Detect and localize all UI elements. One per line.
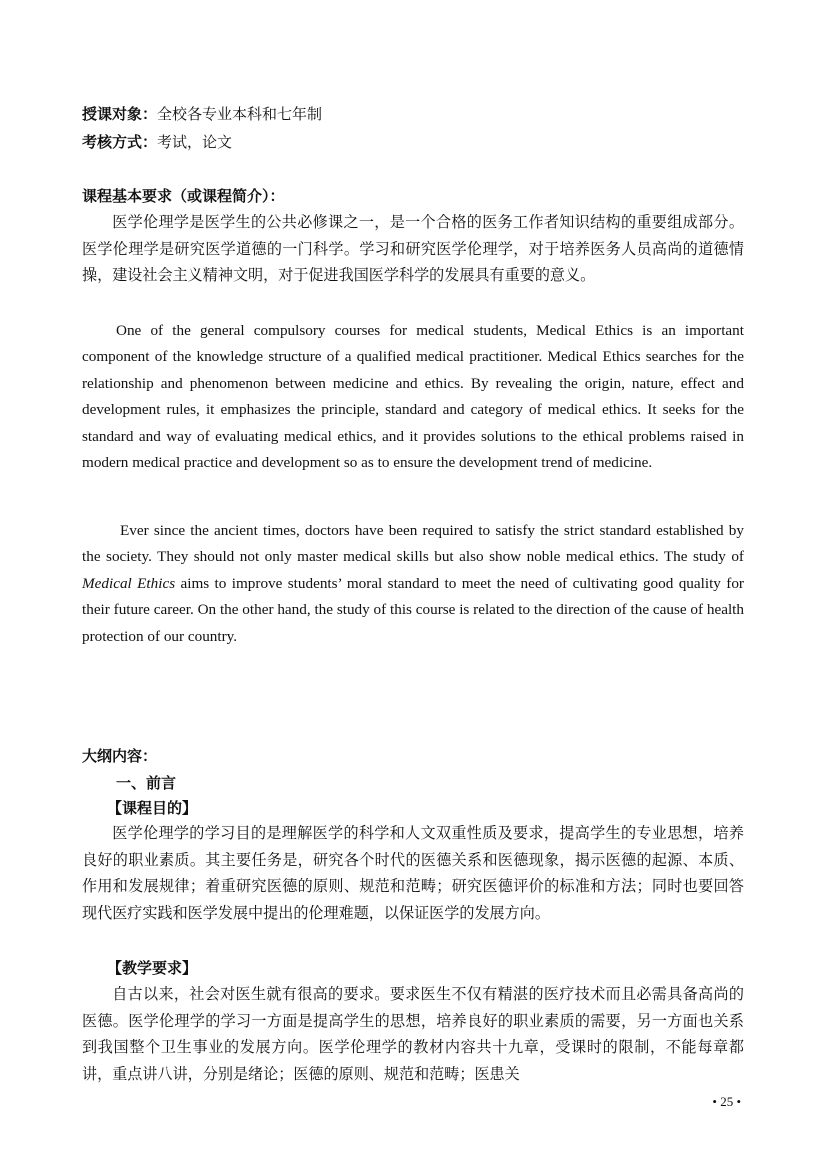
assessment-line — [82, 132, 232, 152]
intro-zh-paragraph: 医学伦理学是医学生的公共必修课之一，是一个合格的医务工作者知识结构的重要组成部分。医学伦理学是研究医学道德的一门科学。学习和研究医学伦理学，对于培养医务人员高尚的道德情操，建设社会主义精神文明，对于促进我国医学科学的发展具有重要的意义。 — [82, 213, 744, 285]
assessment-label: 考核方式： — [82, 133, 158, 151]
objective-paragraph: 医学伦理学的学习目的是理解医学的科学和人文双重性质及要求，提高学生的专业思想，培养良好的职业素质。其主要任务是，研究各个时代的医德关系和医德现象，揭示医德的起源、本质、作用和发展规律；着重研究医德的原则、规范和范畴；研究医德评价的标准和方法；同时也要回答现代医疗实践和医学发展中提出的伦理难题，以保证医学的发展方向。 — [82, 824, 744, 922]
intro-heading: 课程基本要求（或课程简介）： — [82, 187, 285, 205]
requirement-paragraph: 自古以来，社会对医生就有很高的要求。要求医生不仅有精湛的医疗技术而且必需具备高尚的医德。医学伦理学的学习一方面是提高学生的思想，培养良好的职业素质的需要，另一方面也关系到我国整个卫生事业的发展方向。医学伦理学的教材内容共十九章，受课时的限制，不能每章都讲，重点讲八讲，分别是绪论；医德的原则、规范和范畴；医患关 — [82, 985, 744, 1083]
audience-label: 授课对象： — [82, 105, 158, 123]
en-paragraph-2-title: Medical Ethics — [82, 574, 176, 592]
page-number: • 25 • — [712, 1094, 741, 1109]
objective-heading: 【课程目的】 — [107, 799, 198, 817]
intro-en-paragraph-1: One of the general compulsory courses for medical students, Medical Ethics is an important component of the knowledge structure of a qualified medical practitioner. Medical Ethics searches for the relationship and phenomenon between medicine and ethics. By revealing the origin, nature, effect and development rules, it emphasizes the principle, standard and category of medical ethics. It seeks for the standard and way of evaluating medical ethics, and it provides solutions to the ethical problems raised in modern medical practice and development so as to ensure the development trend of medicine. — [82, 322, 744, 472]
assessment-value: 考试，论文 — [157, 133, 233, 151]
audience-value: 全校各专业本科和七年制 — [157, 105, 323, 123]
intro-en-paragraph-2 — [82, 518, 744, 650]
en-paragraph-2-before: Ever since the ancient times, doctors have been required to satisfy the strict standard established by the society. They should not only master medical skills but also show noble medical ethics. The study of — [82, 522, 744, 566]
outline-heading: 大纲内容： — [82, 747, 158, 765]
audience-line — [82, 104, 322, 124]
section-title: 一、前言 — [116, 774, 177, 792]
en-paragraph-2-after: aims to improve students’ moral standard to meet the need of cultivating good quality for their future career. On the other hand, the study of this course is related to the direction of the cause of health protection of our country. — [82, 574, 744, 645]
requirement-heading: 【教学要求】 — [107, 959, 198, 977]
